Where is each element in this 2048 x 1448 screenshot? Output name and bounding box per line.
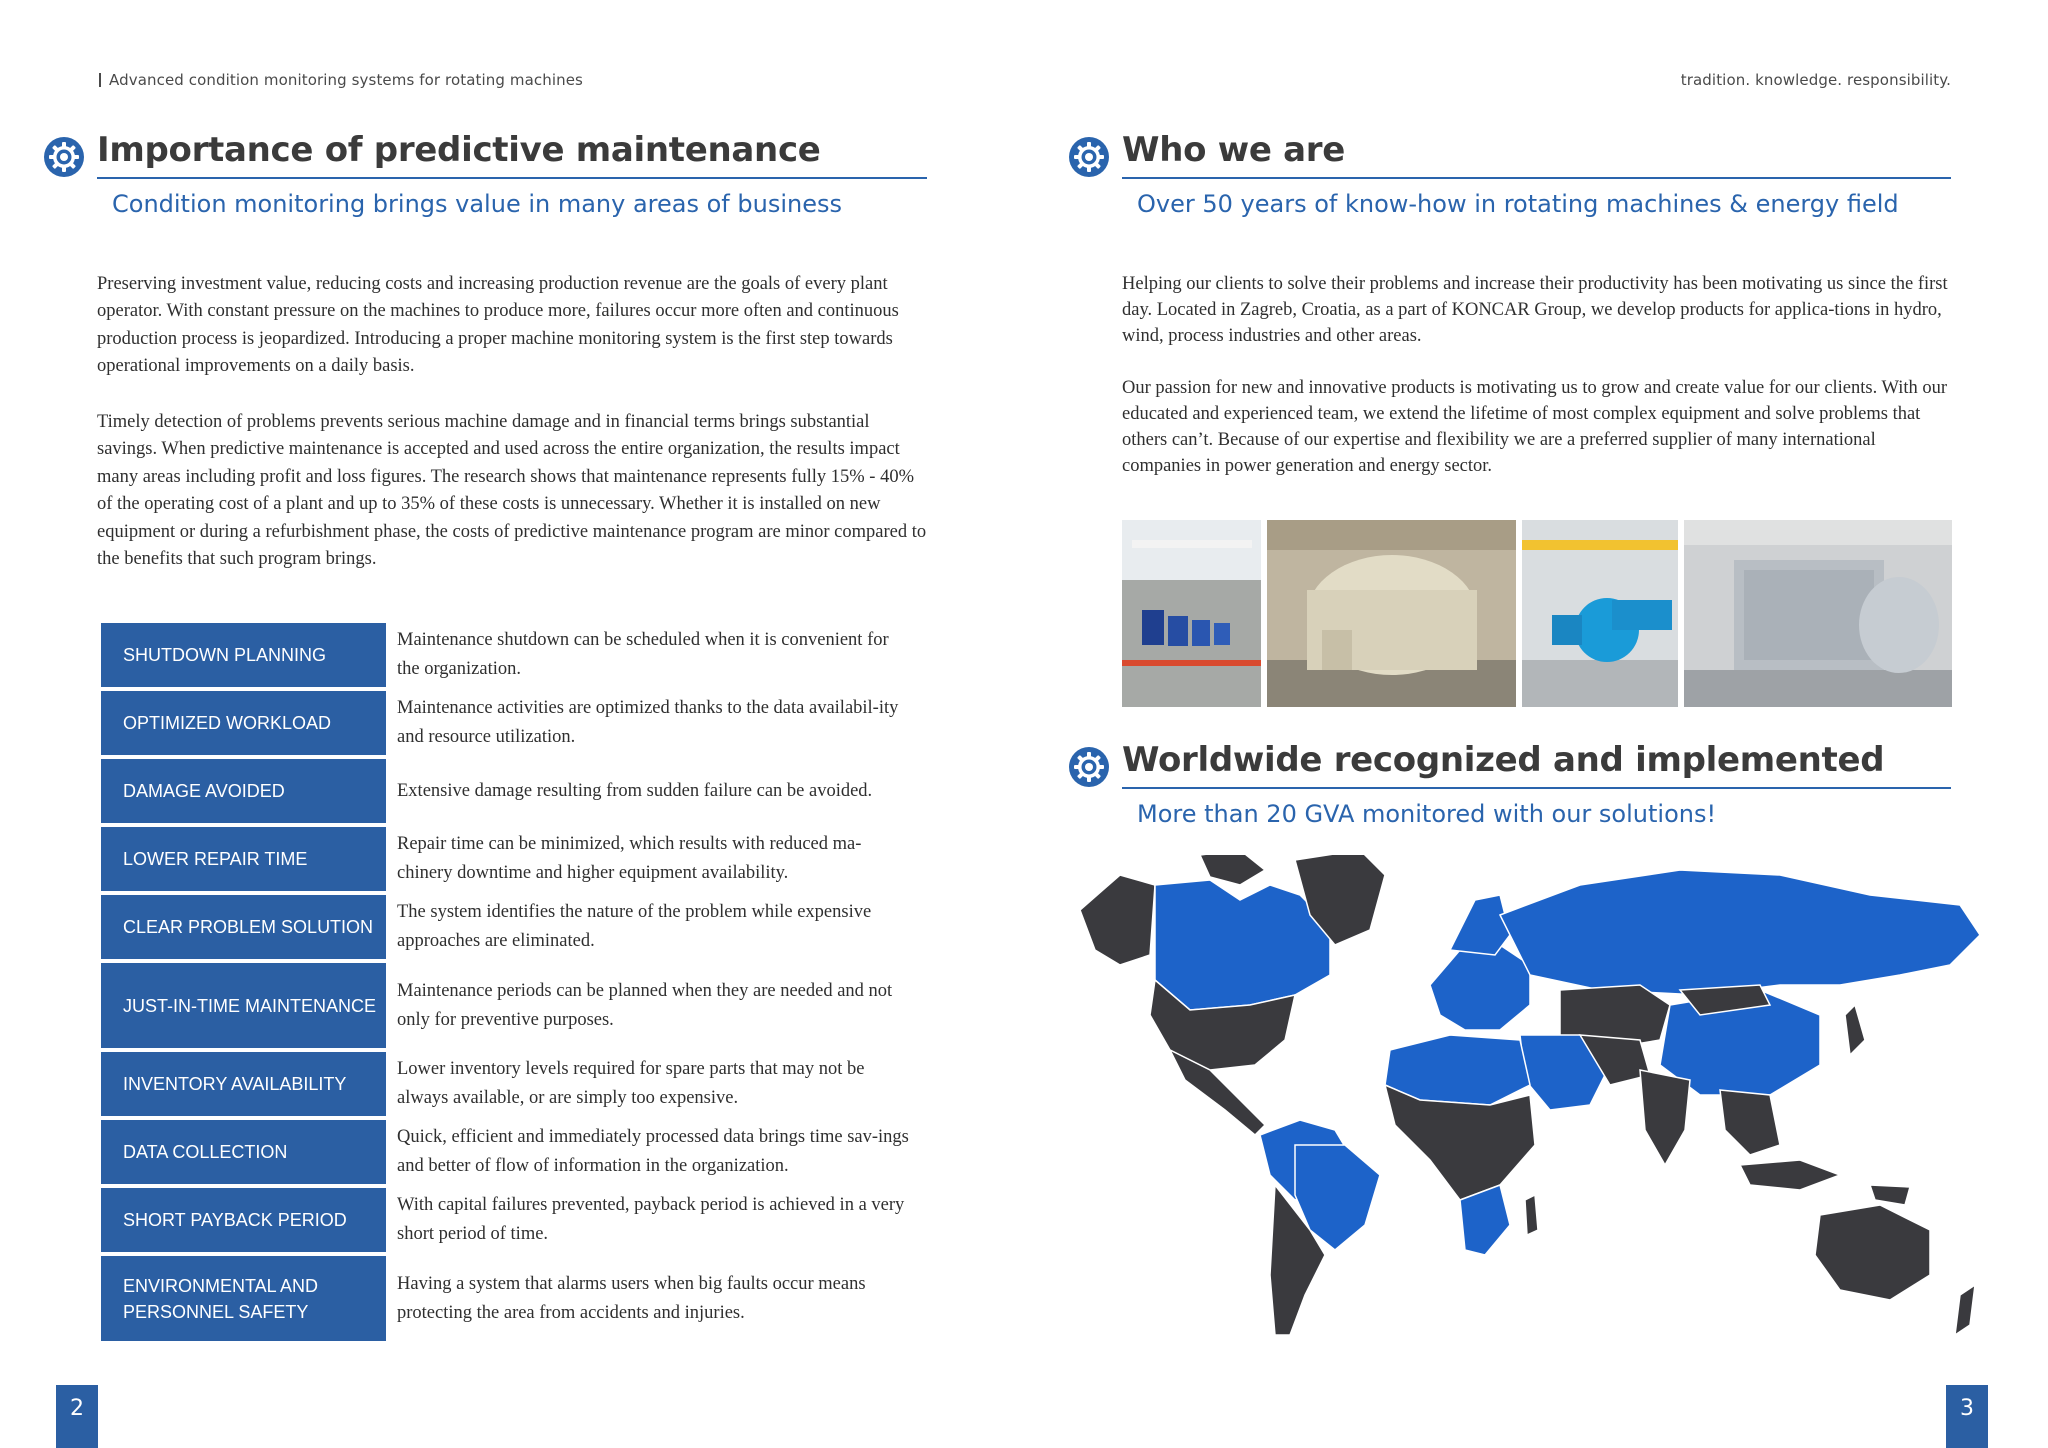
- table-row: [101, 827, 921, 891]
- map-region-india: [1640, 1070, 1690, 1165]
- header-left-text: Advanced condition monitoring systems for rotating machines: [109, 71, 583, 89]
- page-subtitle: Condition monitoring brings value in many areas of business: [112, 190, 842, 218]
- section-subtitle-know-how: Over 50 years of know-how in rotating machines & energy field: [1137, 190, 1899, 218]
- benefit-description: Repair time can be minimized, which results with reduced ma-chinery downtime and higher equipment availability.: [397, 834, 862, 883]
- running-header: [99, 71, 583, 89]
- benefit-label: LOWER REPAIR TIME: [101, 827, 386, 891]
- photo-turbine-generator: [1267, 520, 1516, 707]
- map-region-alaska: [1080, 875, 1155, 965]
- passion-paragraph: Our passion for new and innovative products is motivating us to grow and create value for our clients. With our educated and experienced team, we extend the lifetime of most complex equipment and solve problems that others can’t. Because of our expertise and flexibility we are a preferred supplier of many international companies in power generation and energy sector.: [1122, 378, 1948, 476]
- benefit-description: Extensive damage resulting from sudden failure can be avoided.: [397, 780, 873, 801]
- benefit-description: The system identifies the nature of the problem while expensive approaches are eliminated.: [397, 902, 872, 951]
- table-row: [101, 963, 921, 1048]
- benefit-description: Having a system that alarms users when big faults occur means protecting the area from accidents and injuries.: [397, 1273, 866, 1323]
- page-title: Importance of predictive maintenance: [97, 130, 821, 170]
- gear-icon: [1068, 136, 1110, 178]
- page-number-left: 2: [56, 1385, 98, 1448]
- benefit-label: OPTIMIZED WORKLOAD: [101, 691, 386, 755]
- benefit-label: INVENTORY AVAILABILITY: [101, 1052, 386, 1116]
- savings-paragraph: Timely detection of problems prevents serious machine damage and in financial terms brings substantial savings. When predictive maintenance is accepted and used across the entire organization, the results impact many areas including profit and loss figures. The research shows that maintenance represents fully 15% - 40% of the operating cost of a plant and up to 35% of these costs is unnecessary. Whether it is installed on new equipment or during a refurbishment phase, the costs of predictive maintenance program are minor compared to the benefits that such program brings.: [97, 412, 927, 570]
- section-title-who-we-are: Who we are: [1122, 130, 1345, 170]
- table-row: [101, 895, 921, 959]
- benefit-label: DATA COLLECTION: [101, 1120, 386, 1184]
- table-row: [101, 1052, 921, 1116]
- photo-hydro-turbine: [1522, 520, 1678, 707]
- title-underline: [97, 177, 927, 179]
- benefit-description: Maintenance activities are optimized thanks to the data availabil-ity and resource utilization.: [397, 698, 899, 747]
- map-region-new-zealand: [1955, 1285, 1975, 1335]
- page-number-right: 3: [1946, 1385, 1988, 1448]
- table-row: [101, 1188, 921, 1252]
- title-underline: [1122, 177, 1951, 179]
- map-region-indonesia: [1740, 1160, 1840, 1190]
- benefit-description: With capital failures prevented, payback period is achieved in a very short period of time.: [397, 1195, 905, 1244]
- table-row: [101, 691, 921, 755]
- map-region-madagascar: [1525, 1195, 1538, 1235]
- map-region-europe: [1430, 945, 1530, 1030]
- map-region-scandinavia: [1450, 895, 1510, 955]
- map-region-southeast-asia: [1720, 1090, 1780, 1155]
- map-region-central-africa: [1385, 1085, 1535, 1200]
- intro-paragraph: Preserving investment value, reducing costs and increasing production revenue are the goals of every plant operator. With constant pressure on the machines to produce more, failures occur more often and continuous production process is jeopardized. Introducing a proper machine monitoring system is the first step towards operational improvements on a daily basis.: [97, 274, 899, 377]
- photo-strip: [1122, 520, 1952, 707]
- map-region-papua: [1870, 1185, 1910, 1205]
- section-subtitle-gva: More than 20 GVA monitored with our solutions!: [1137, 800, 1717, 828]
- benefit-description: Maintenance shutdown can be scheduled when it is convenient for the organization.: [397, 630, 889, 679]
- benefit-label: ENVIRONMENTAL AND PERSONNEL SAFETY: [101, 1256, 386, 1341]
- benefits-table: [101, 623, 921, 1345]
- map-region-canada: [1155, 880, 1330, 1010]
- benefit-description: Maintenance periods can be planned when they are needed and not only for preventive purposes.: [397, 980, 893, 1030]
- gear-icon: [43, 136, 85, 178]
- gear-icon: [1068, 746, 1110, 788]
- section-title-worldwide: Worldwide recognized and implemented: [1122, 740, 1885, 780]
- photo-plant-hall: [1122, 520, 1261, 707]
- photo-electric-motor: [1684, 520, 1952, 707]
- benefit-label: DAMAGE AVOIDED: [101, 759, 386, 823]
- header-divider: [99, 73, 101, 87]
- about-paragraph: Helping our clients to solve their problems and increase their productivity has been motivating us since the first day. Located in Zagreb, Croatia, as a part of KONCAR Group, we develop products for applica-tions in hydro, wind, process industries and other areas.: [1122, 274, 1948, 346]
- map-region-russia: [1500, 870, 1980, 995]
- benefit-label: JUST-IN-TIME MAINTENANCE: [101, 963, 386, 1048]
- table-row: [101, 623, 921, 687]
- benefit-label: SHORT PAYBACK PERIOD: [101, 1188, 386, 1252]
- benefit-description: Quick, efficient and immediately processed data brings time sav-ings and better of flow of information in the organization.: [397, 1127, 909, 1176]
- title-underline: [1122, 787, 1951, 789]
- benefit-label: CLEAR PROBLEM SOLUTION: [101, 895, 386, 959]
- benefit-label: SHUTDOWN PLANNING: [101, 623, 386, 687]
- table-row: [101, 1120, 921, 1184]
- table-row: [101, 1256, 921, 1341]
- world-map: [1080, 855, 1990, 1365]
- table-row: [101, 759, 921, 823]
- map-region-australia: [1815, 1205, 1930, 1300]
- benefit-description: Lower inventory levels required for spare parts that may not be always available, or are simply too expensive.: [397, 1059, 865, 1108]
- map-region-japan: [1845, 1005, 1865, 1055]
- header-tagline: tradition. knowledge. responsibility.: [1680, 71, 1951, 89]
